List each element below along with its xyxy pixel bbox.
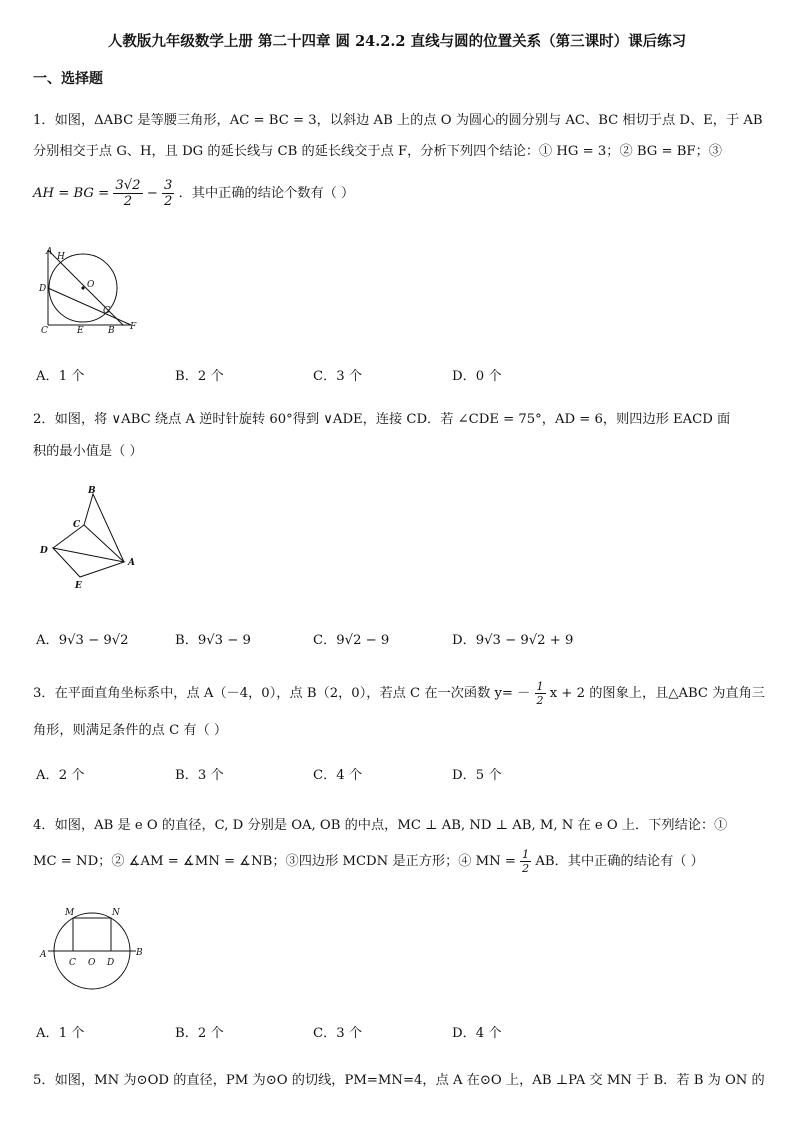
q3-option-b: B．3 个: [175, 768, 224, 783]
q4-label-a: A: [40, 950, 47, 960]
q2-triangle-abc: [84, 494, 124, 562]
q1-line-2: 分别相交于点 G、H，且 DG 的延长线与 CB 的延长线交于点 F，分析下列四个结论：① HG = 3；② BG = BF；③: [33, 144, 722, 159]
page-title: 人教版九年级数学上册 第二十四章 圆 24.2.2 直线与圆的位置关系（第三课时）课后练习: [107, 33, 687, 50]
q4-label-n: N: [112, 908, 120, 918]
q2-label-b: B: [88, 486, 96, 496]
q4-line-1: 4．如图，AB 是 e O 的直径，C, D 分别是 OA, OB 的中点，MC ⊥ AB, ND ⊥ AB, M, N 在 e O 上．下列结论：①: [33, 818, 728, 833]
q2-line-1: 2．如图，将 ∨ABC 绕点 A 逆时针旋转 60°得到 ∨ADE，连接 CD．若 ∠CDE = 75°，AD = 6，则四边形 EACD 面: [33, 412, 731, 427]
q4-text-suffix: AB．其中正确的结论有（ ）: [535, 854, 704, 869]
q1-formula-prefix: AH = BG =: [33, 186, 114, 202]
q4-label-o: O: [88, 958, 96, 968]
q3-text-prefix: 3．在平面直角坐标系中，点 A（－4，0），点 B（2，0），若点 C 在一次函数 y= －: [33, 686, 531, 701]
q4-line-2: [33, 848, 704, 875]
q2-figure: [36, 482, 146, 592]
q2-option-b: B．9√3 − 9: [175, 633, 251, 648]
q4-square-mcdn: [73, 918, 111, 951]
q4-label-b: B: [136, 948, 143, 958]
q1-option-c: C．3 个: [313, 369, 363, 384]
q4-option-b: B．2 个: [175, 1026, 224, 1041]
q1-label-c: C: [41, 326, 48, 335]
q2-label-c: C: [73, 520, 81, 530]
q1-minus: −: [146, 186, 163, 202]
q1-line-1: 1．如图，ΔABC 是等腰三角形，AC = BC = 3，以斜边 AB 上的点 O 为圆心的圆分别与 AC、BC 相切于点 D、E，于 AB: [33, 113, 763, 128]
q2-line-2: 积的最小值是（ ）: [33, 444, 143, 459]
q4-option-a: A．1 个: [36, 1026, 85, 1041]
q1-label-f: F: [130, 322, 137, 332]
q2-label-d: D: [40, 546, 48, 556]
q4-option-d: D．4 个: [452, 1026, 502, 1041]
q3-option-d: D．5 个: [452, 768, 502, 783]
q1-label-o: O: [87, 280, 95, 290]
q3-line-2: 角形，则满足条件的点 C 有（ ）: [33, 723, 228, 738]
q1-fraction-2: $\frac{3}{2}$: [164, 178, 173, 210]
q1-line-3: [33, 178, 354, 209]
q1-fraction-1: $\frac{3√2}{2}$: [115, 178, 141, 210]
q1-option-d: D．0 个: [452, 369, 502, 384]
q1-label-a: A: [46, 247, 53, 257]
q1-line-df: [48, 288, 131, 325]
q1-label-e: E: [77, 326, 84, 335]
q1-label-h: H: [57, 252, 65, 262]
q2-option-a: A．9√3 − 9√2: [36, 633, 129, 648]
q4-label-c: C: [69, 958, 76, 968]
q3-text-suffix: x + 2 的图象上，且△ABC 为直角三: [549, 686, 765, 701]
q4-label-m: M: [65, 908, 75, 918]
section-heading: 一、选择题: [33, 71, 103, 87]
q1-figure: [33, 240, 143, 335]
q1-center-point: [81, 286, 84, 289]
q1-formula-suffix: ．其中正确的结论个数有（ ）: [178, 186, 355, 202]
q2-option-c: C．9√2 − 9: [313, 633, 390, 648]
q1-label-b: B: [108, 326, 115, 335]
q2-label-a: A: [128, 558, 135, 568]
q5-line-1: 5．如图，MN 为⊙OD 的直径，PM 为⊙O 的切线，PM=MN=4，点 A 在⊙O 上，AB ⊥PA 交 MN 于 B．若 B 为 ON 的: [33, 1073, 765, 1088]
q1-option-a: A．1 个: [36, 369, 85, 384]
q3-line-1: [33, 680, 765, 707]
q4-option-c: C．3 个: [313, 1026, 363, 1041]
q1-label-d: D: [39, 284, 47, 294]
q1-option-b: B．2 个: [175, 369, 224, 384]
q2-option-d: D．9√3 − 9√2 + 9: [452, 633, 574, 648]
q4-text-prefix: MC = ND；② ∡AM = ∡MN = ∡NB；③四边形 MCDN 是正方形；④ MN =: [33, 854, 521, 869]
q3-option-a: A．2 个: [36, 768, 85, 783]
q4-figure: [36, 903, 151, 995]
q3-option-c: C．4 个: [313, 768, 363, 783]
q4-label-d: D: [107, 958, 115, 968]
q4-fraction: $\frac{1}{2}$: [522, 848, 530, 875]
q3-fraction: $\frac{1}{2}$: [536, 680, 544, 707]
q2-label-e: E: [75, 581, 82, 591]
q1-label-g: G: [103, 306, 111, 316]
